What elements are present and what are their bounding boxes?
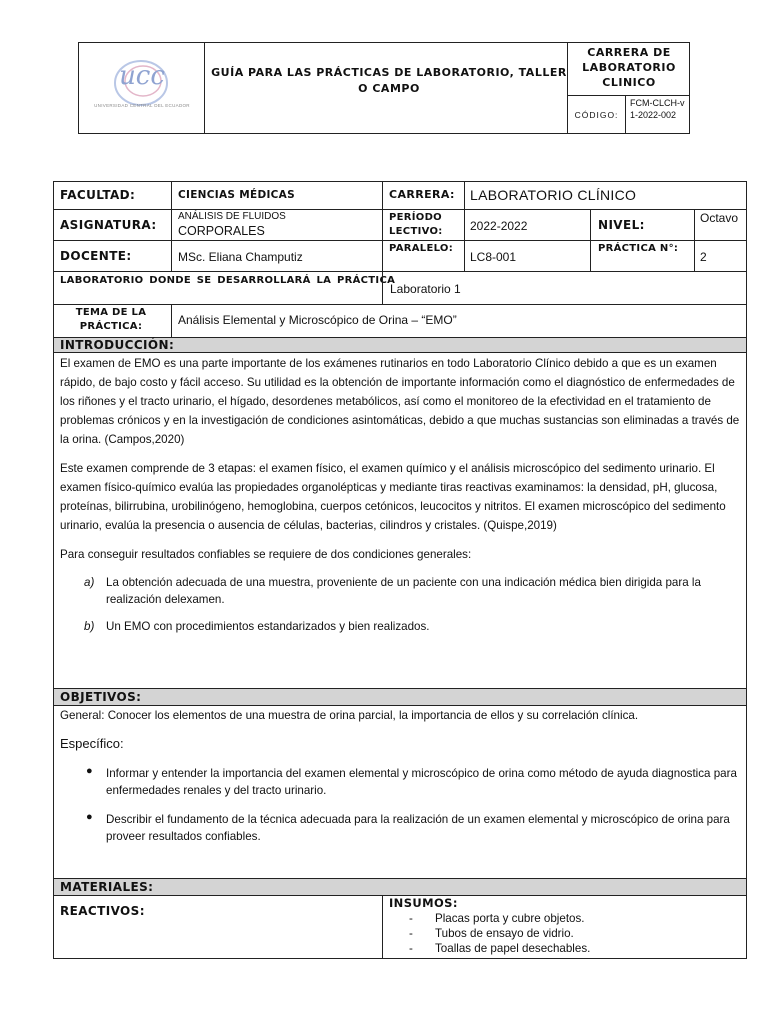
docente-label: DOCENTE: bbox=[60, 249, 132, 263]
insumos-label: INSUMOS: bbox=[389, 896, 458, 910]
materiales-heading: MATERIALES: bbox=[54, 878, 746, 896]
intro-paragraph-3: Para conseguir resultados confiables se requiere de dos condiciones generales: bbox=[60, 548, 472, 561]
intro-paragraph-2: Este examen comprende de 3 etapas: el examen físico, el examen químico y el análisis microscópico del sedimento urinario. El examen físico-químico evalúa las propiedades organolépticas y mediante tiras reactivas examinamos: la densidad, pH, glucosa, proteínas, bilirrubina, urobilinógeno, hemoglobina, cuerpos cetónicos, leucocitos y nitritos. El examen microscópico del sedimento urinario, evalúa la presencia o ausencia de células, bacterias, cilindros y cristales. (Quispe,2019) bbox=[60, 462, 726, 532]
bullet-icon: ● bbox=[86, 765, 93, 777]
bullet-icon: ● bbox=[86, 811, 93, 823]
introduccion-heading: INTRODUCCIÓN: bbox=[54, 338, 746, 353]
objetivos-body bbox=[60, 707, 740, 877]
especifico-label: Específico: bbox=[60, 736, 124, 751]
practica-label: PRÁCTICA N°: bbox=[598, 243, 679, 254]
carrera-header: CARRERA DE LABORATORIO CLINICO bbox=[582, 46, 676, 89]
objetivo-bullet-1: ● Informar y entender la importancia del examen elemental y microscópico de orina como método de ayuda diagnostica para enfermedades renales y del tracto urinario. bbox=[86, 765, 737, 797]
header-right bbox=[567, 43, 689, 133]
codigo-label: CÓDIGO: bbox=[568, 96, 626, 134]
objetivos-heading: OBJETIVOS: bbox=[54, 688, 746, 706]
intro-item-b: b) Un EMO con procedimientos estandarizados y bien realizados. bbox=[84, 620, 430, 633]
logo bbox=[79, 43, 205, 133]
asignatura-value-2: CORPORALES bbox=[178, 224, 265, 238]
lab-label: LABORATORIO DONDE SE DESARROLLARÁ LA PRÁCTICA bbox=[60, 275, 396, 286]
lab-value: Laboratorio 1 bbox=[390, 282, 461, 296]
insumos-list bbox=[409, 911, 739, 956]
intro-item-a: a) La obtención adecuada de una muestra, proveniente de un paciente con una indicación médica bien dirigida para la realización delexamen. bbox=[84, 576, 701, 606]
row-laboratorio bbox=[54, 272, 746, 305]
introduccion-body bbox=[60, 354, 740, 687]
row-facultad bbox=[54, 182, 746, 210]
tema-value: Análisis Elemental y Microscópico de Orina – “EMO” bbox=[178, 313, 457, 327]
codigo-row bbox=[568, 95, 690, 133]
facultad-value: CIENCIAS MÉDICAS bbox=[178, 189, 295, 201]
insumo-item: - Placas porta y cubre objetos. bbox=[409, 912, 585, 925]
asignatura-value-1: ANÁLISIS DE FLUIDOS bbox=[178, 211, 286, 222]
tema-label: TEMA DE LA PRÁCTICA: bbox=[75, 307, 147, 332]
carrera-label: CARRERA: bbox=[389, 188, 455, 201]
paralelo-value: LC8-001 bbox=[470, 250, 517, 264]
insumo-item: - Toallas de papel desechables. bbox=[409, 942, 591, 955]
row-asignatura bbox=[54, 210, 746, 241]
row-docente bbox=[54, 241, 746, 272]
periodo-value: 2022-2022 bbox=[470, 219, 528, 233]
docente-value: MSc. Eliana Champutiz bbox=[178, 250, 303, 264]
row-tema bbox=[54, 305, 746, 338]
form bbox=[53, 181, 747, 959]
nivel-value: Octavo bbox=[700, 211, 739, 225]
nivel-label: NIVEL: bbox=[598, 218, 645, 232]
objetivo-general: General: Conocer los elementos de una muestra de orina parcial, la importancia de ellos y su correlación clínica. bbox=[60, 709, 639, 722]
guide-title: GUÍA PARA LAS PRÁCTICAS DE LABORATORIO, TALLER O CAMPO bbox=[211, 66, 567, 95]
practica-value: 2 bbox=[700, 250, 707, 264]
periodo-label: PERÍODO LECTIVO: bbox=[389, 212, 443, 237]
intro-paragraph-1: El examen de EMO es una parte importante de los exámenes rutinarios en todo Laboratorio Clínico debido a que es un examen rápido, de bajo costo y fácil acceso. Su utilidad es la obtención de importante información como el diagnóstico de enfermedades de los riñones y el tracto urinario, el hígado, desordenes metabólicos, así como el monitoreo de la efectividad en el tratamiento de problemas crónicos y en la investigación de condiciones asintomáticas, debido a que muchas sustancias son eliminadas a través de la orina. (Campos,2020) bbox=[60, 357, 740, 446]
document-header bbox=[78, 42, 690, 134]
reactivos-label: REACTIVOS: bbox=[60, 904, 145, 918]
logo-text: ucc bbox=[119, 61, 165, 91]
insumo-item: - Tubos de ensayo de vidrio. bbox=[409, 927, 574, 940]
objetivo-bullet-2: ● Describir el fundamento de la técnica adecuada para la realización de un examen elemental y microscópico de orina para proveer resultados confiables. bbox=[86, 811, 730, 843]
codigo-value: FCM-CLCH-v1-2022-002 bbox=[630, 98, 685, 120]
asignatura-label: ASIGNATURA: bbox=[60, 218, 157, 232]
logo-subtext: UNIVERSIDAD CENTRAL DEL ECUADOR bbox=[94, 103, 190, 108]
facultad-label: FACULTAD: bbox=[60, 188, 136, 202]
paralelo-label: PARALELO: bbox=[389, 243, 454, 254]
materiales-body bbox=[54, 896, 746, 958]
carrera-value: LABORATORIO CLÍNICO bbox=[470, 187, 637, 203]
